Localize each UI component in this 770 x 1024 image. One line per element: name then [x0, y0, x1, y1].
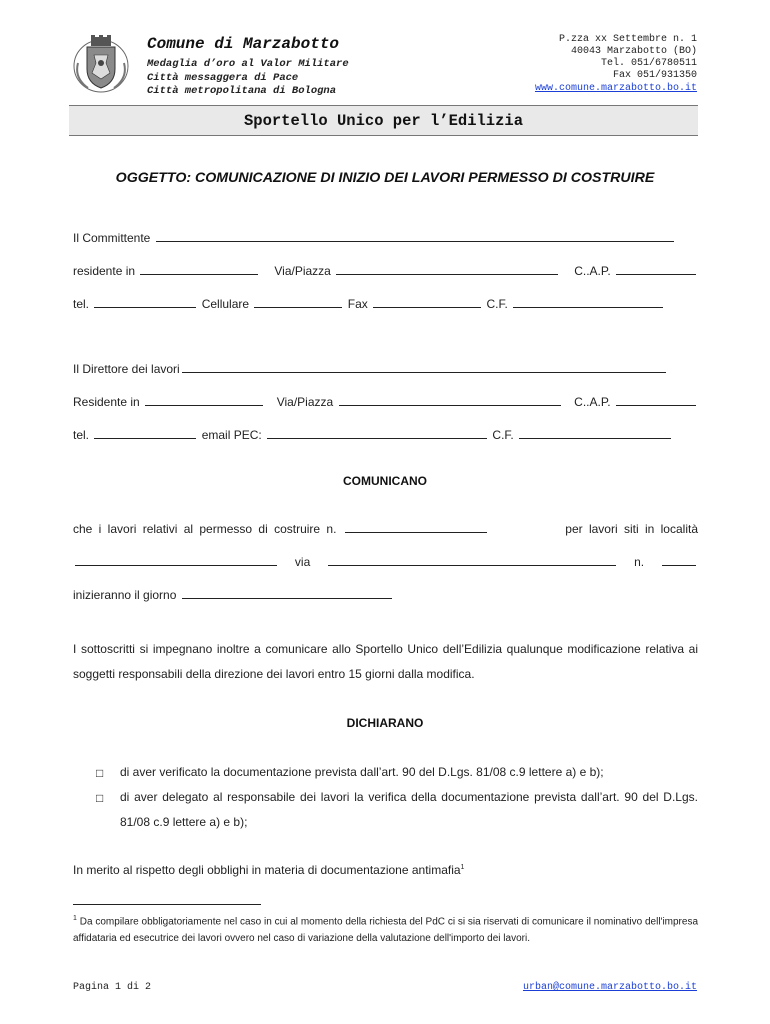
antimafia-text: In merito al rispetto degli obblighi in materia di documentazione antimafia: [73, 863, 461, 877]
footnote-text: Da compilare obbligatoriamente nel caso in cui al momento della richiesta del PdC ci si sia riservati di comunicare il nominativo dell'impresa affidataria ed esecutrice dei lavori ovvero nel caso di variazione della valutazione dell'importo dei lavori.: [73, 916, 699, 945]
header-line-pace: Città messaggera di Pace: [147, 72, 299, 84]
sportello-banner: Sportello Unico per l’Edilizia: [69, 105, 698, 136]
inizio-date-field[interactable]: [182, 587, 392, 599]
residente-field[interactable]: [140, 263, 258, 275]
cap-field[interactable]: [616, 263, 696, 275]
address-street: P.zza xx Settembre n. 1: [558, 34, 697, 45]
comunicano-heading: COMUNICANO: [343, 474, 427, 488]
via-location-field[interactable]: [328, 554, 616, 566]
direttore-residenza-row: [73, 394, 698, 409]
cf-label: C.F.: [486, 297, 508, 311]
page-number: Pagina 1 di 2: [73, 982, 152, 993]
direttore-email-field[interactable]: [267, 427, 487, 439]
localita-row: [73, 554, 698, 569]
committente-row: [73, 230, 698, 245]
direttore-cf-label: C.F.: [492, 428, 514, 442]
dichiarano-heading: DICHIARANO: [346, 716, 424, 730]
civico-field[interactable]: [662, 554, 696, 566]
checkbox-delega[interactable]: □: [96, 791, 104, 805]
footer-email-link[interactable]: urban@comune.marzabotto.bo.it: [522, 982, 697, 993]
cellulare-label: Cellulare: [201, 297, 250, 311]
footnote: [73, 910, 698, 947]
direttore-row: [73, 361, 698, 376]
fax-label: Fax: [347, 297, 368, 311]
direttore-residente-field[interactable]: [145, 394, 263, 406]
permesso-label: che i lavori relativi al permesso di costruire n.: [73, 522, 337, 536]
direttore-tel-label: tel.: [73, 428, 90, 442]
impegno-paragraph: I sottoscritti si impegnano inoltre a comunicare allo Sportello Unico dell’Edilizia qualunque modificazione relativa ai soggetti responsabili della direzione dei lavori entro 15 giorni dalla modifica.: [73, 642, 698, 681]
direttore-cap-label: C..A.P.: [574, 395, 611, 409]
inizio-label: inizieranno il giorno: [73, 588, 177, 602]
dichiarazione-verifica: di aver verificato la documentazione prevista dall’art. 90 del D.Lgs. 81/08 c.9 lettere a) e b);: [120, 765, 604, 779]
coat-of-arms-icon: [72, 33, 130, 95]
localita-field[interactable]: [75, 554, 277, 566]
cf-field[interactable]: [513, 296, 663, 308]
direttore-via-field[interactable]: [339, 394, 561, 406]
address-tel: Tel. 051/6780511: [600, 58, 697, 69]
direttore-cap-field[interactable]: [616, 394, 696, 406]
inizio-row: [73, 587, 698, 602]
direttore-contatti-row: [73, 427, 698, 442]
website-link[interactable]: www.comune.marzabotto.bo.it: [534, 83, 697, 94]
committente-residenza-row: [73, 263, 698, 278]
permesso-row: [73, 521, 698, 536]
cellulare-field[interactable]: [254, 296, 342, 308]
via-field[interactable]: [336, 263, 558, 275]
comune-name: Comune di Marzabotto: [147, 35, 340, 53]
committente-label: Il Committente: [73, 231, 151, 245]
direttore-via-label: Via/Piazza: [276, 395, 334, 409]
header-line-metropolitana: Città metropolitana di Bologna: [147, 85, 337, 97]
document-subject: OGGETTO: COMUNICAZIONE DI INIZIO DEI LAVORI PERMESSO DI COSTRUIRE: [115, 170, 655, 186]
residente-label: residente in: [73, 264, 136, 278]
civico-label: n.: [634, 555, 645, 569]
cap-label: C..A.P.: [574, 264, 611, 278]
address-fax: Fax 051/931350: [612, 70, 697, 81]
antimafia-row: [73, 863, 698, 877]
header-line-medaglia: Medaglia d’oro al Valor Militare: [147, 58, 349, 70]
direttore-tel-field[interactable]: [94, 427, 196, 439]
via-location-label: via: [294, 555, 311, 569]
committente-contatti-row: [73, 296, 698, 311]
permesso-number-field[interactable]: [345, 521, 487, 533]
localita-label: per lavori siti in località: [565, 522, 698, 536]
committente-field[interactable]: [156, 230, 674, 242]
footnote-mark: 1: [73, 915, 77, 922]
direttore-residente-label: Residente in: [73, 395, 140, 409]
direttore-field[interactable]: [182, 361, 666, 373]
tel-label: tel.: [73, 297, 90, 311]
checkbox-verifica[interactable]: □: [96, 766, 104, 780]
fax-field[interactable]: [373, 296, 481, 308]
address-city: 40043 Marzabotto (BO): [570, 46, 697, 57]
footnote-reference: 1: [460, 864, 465, 871]
via-label: Via/Piazza: [274, 264, 331, 278]
direttore-email-label: email PEC:: [201, 428, 262, 442]
dichiarazione-delega: di aver delegato al responsabile dei lavori la verifica della documentazione prevista dall’art. 90 del D.Lgs. 81/08 c.9 lettere a) e b);: [120, 790, 698, 829]
tel-field[interactable]: [94, 296, 196, 308]
direttore-cf-field[interactable]: [519, 427, 671, 439]
direttore-label: Il Direttore dei lavori: [73, 362, 180, 376]
footnote-separator: [73, 904, 261, 905]
